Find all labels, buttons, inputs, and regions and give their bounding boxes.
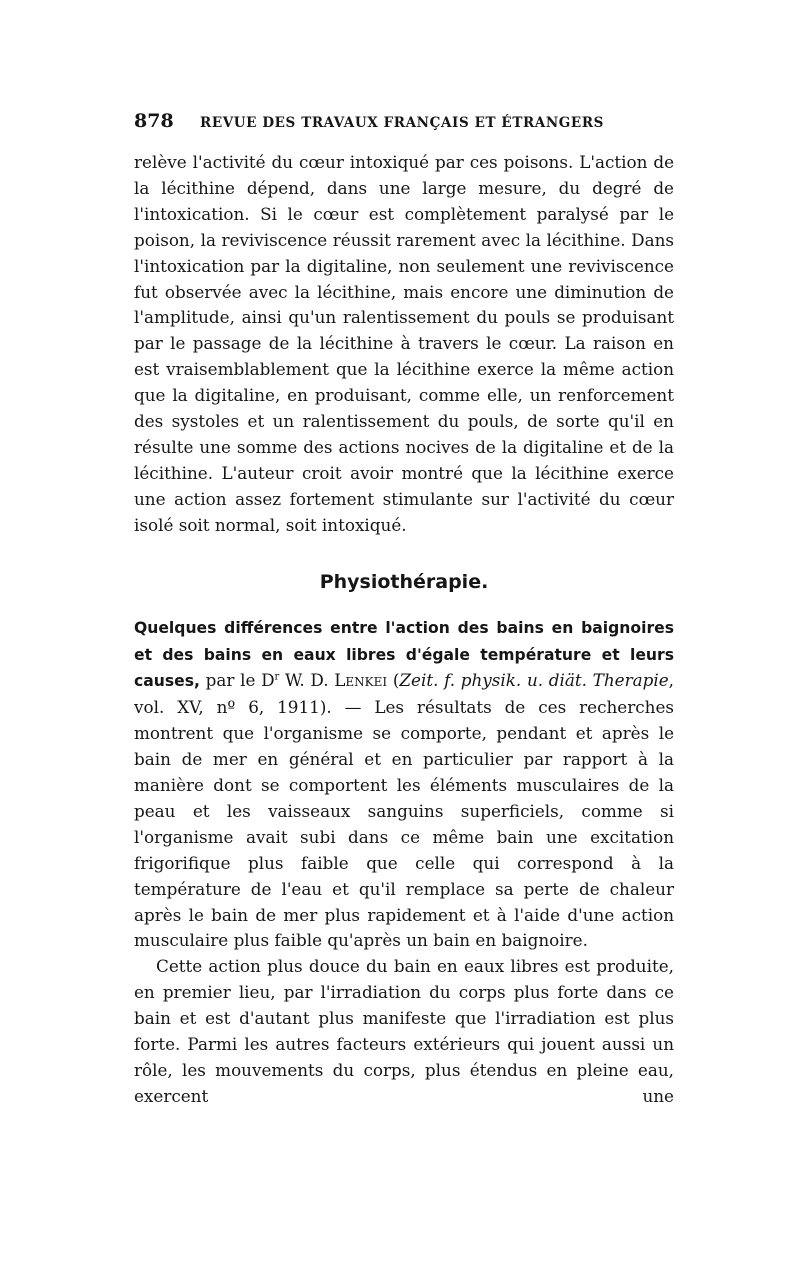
doctor-superscript: r [274,671,280,683]
author-initials: W. D. [279,670,335,691]
article-body-first: Les résultats de ces recherches montrent que l'organisme se comporte, pendant et après le bain de mer en général et en particulier par rapport à la manière dont se comportent les éléments musculaires de la peau et les vaisseaux sanguins superficiels, comme si l'organisme avait subi dans ce même bain une excitation frigorifique plus faible que celle qui correspond à la température de l'eau et qu'il remplace sa perte de chaleur après le bain de mer plus rapidement et à l'aide d'une action musculaire plus faible qu'après un bain en baignoire. [134,697,674,951]
page-header [134,110,674,146]
running-head: REVUE DES TRAVAUX FRANÇAIS ET ÉTRANGERS [200,115,604,131]
continuation-paragraph: relève l'activité du cœur intoxiqué par ces poisons. L'action de la lécithine dépend, dans une large mesure, du degré de l'intoxication. Si le cœur est complètement paralysé par le poison, la reviviscence réussit rarement avec la lécithine. Dans l'intoxication par la digitaline, non seulement une reviviscence fut observée avec la lécithine, mais encore une diminution de l'amplitude, ainsi qu'un ralentissement du pouls se produisant par le passage de la lécithine à travers le cœur. La raison en est vraisemblablement que la lécithine exerce la même action que la digitaline, en produisant, comme elle, un renforcement des systoles et un ralentissement du pouls, de sorte qu'il en résulte une somme des actions nocives de la digitaline et de la lécithine. L'auteur croit avoir montré que la lécithine exerce une action assez fortement stimulante sur l'activité du cœur isolé soit normal, soit intoxiqué. [134,152,674,535]
author-surname: Lenkei [334,670,388,691]
article-body-second: Cette action plus douce du bain en eaux libres est produite, en premier lieu, par l'irradiation du corps plus forte dans ce bain et est d'autant plus manifeste que l'irradiation est plus forte. Parmi les autres facteurs extérieurs qui jouent aussi un rôle, les mouvements du corps, plus étendus en pleine eau, exercent une [134,956,674,1106]
article-title: Quelques différences entre l'action des bains en baignoires et des bains en eaux libres d'égale température et leurs causes, [134,618,674,691]
section-title: Physiothérapie. [319,570,489,593]
citation-details: , vol. XV, nº 6, 1911). — [134,670,675,718]
page-number: 878 [134,110,174,132]
page [134,110,674,1110]
citation-open: ( [387,670,400,691]
journal-title: Zeit. f. physik. u. diät. Therapie [399,670,669,691]
article-byline: par le D [199,670,275,691]
article-paragraph [134,615,674,955]
